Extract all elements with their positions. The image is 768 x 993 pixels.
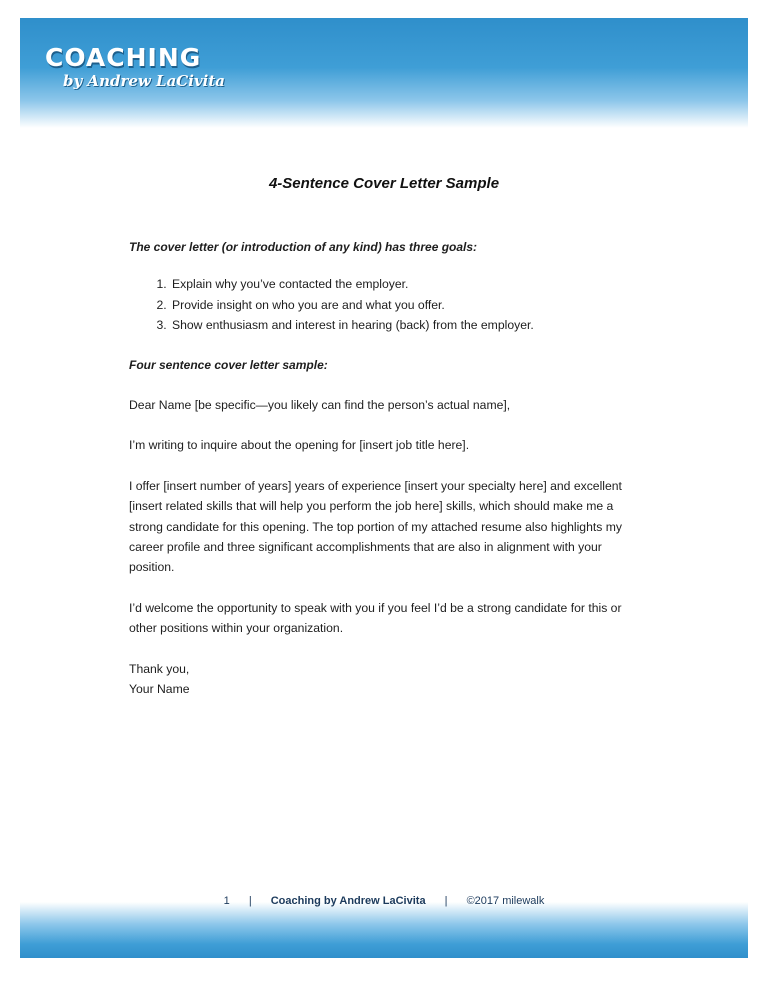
document-body bbox=[129, 237, 649, 700]
document-title: 4-Sentence Cover Letter Sample bbox=[268, 175, 500, 192]
closing-thanks: Thank you, bbox=[129, 661, 190, 676]
footer-divider: | bbox=[444, 895, 448, 907]
goal-item: 3. Show enthusiasm and interest in hearing (back) from the employer. bbox=[170, 315, 649, 335]
letter-paragraph: I’d welcome the opportunity to speak with you if you feel I’d be a strong candidate for this or other positions within your organization. bbox=[129, 600, 622, 636]
document-page bbox=[20, 18, 748, 958]
footer-copyright: ©2017 milewalk bbox=[466, 895, 545, 907]
letter-paragraph: I’m writing to inquire about the opening for [insert job title here]. bbox=[129, 438, 470, 453]
logo-sub-text: by Andrew LaCivita bbox=[63, 72, 226, 90]
letter-paragraph: I offer [insert number of years] years of experience [insert your specialty here] and excellent [insert related skills that will help you perform the job here] skills, which should make me a strong candidate for this opening. The top portion of my attached resume also highlights my career profile and three significant accomplishments that are also in alignment with your position. bbox=[129, 478, 622, 575]
coaching-logo bbox=[45, 44, 225, 90]
logo-main-text: COACHING bbox=[45, 43, 202, 72]
footer-band bbox=[20, 902, 748, 958]
header-band bbox=[20, 18, 748, 128]
sample-heading: Four sentence cover letter sample: bbox=[129, 357, 328, 372]
closing-signature: Your Name bbox=[129, 682, 190, 697]
goal-item: 1. Explain why you’ve contacted the employer. bbox=[170, 274, 649, 294]
page-footer bbox=[20, 895, 748, 907]
goals-list bbox=[129, 274, 649, 335]
closing-block bbox=[129, 659, 649, 700]
footer-brand: Coaching by Andrew LaCivita bbox=[270, 895, 426, 907]
page-number: 1 bbox=[223, 895, 230, 907]
salutation: Dear Name [be specific—you likely can find the person’s actual name], bbox=[129, 398, 511, 413]
goals-heading: The cover letter (or introduction of any kind) has three goals: bbox=[129, 240, 478, 254]
footer-divider: | bbox=[248, 895, 252, 907]
goal-item: 2. Provide insight on who you are and what you offer. bbox=[170, 295, 649, 315]
